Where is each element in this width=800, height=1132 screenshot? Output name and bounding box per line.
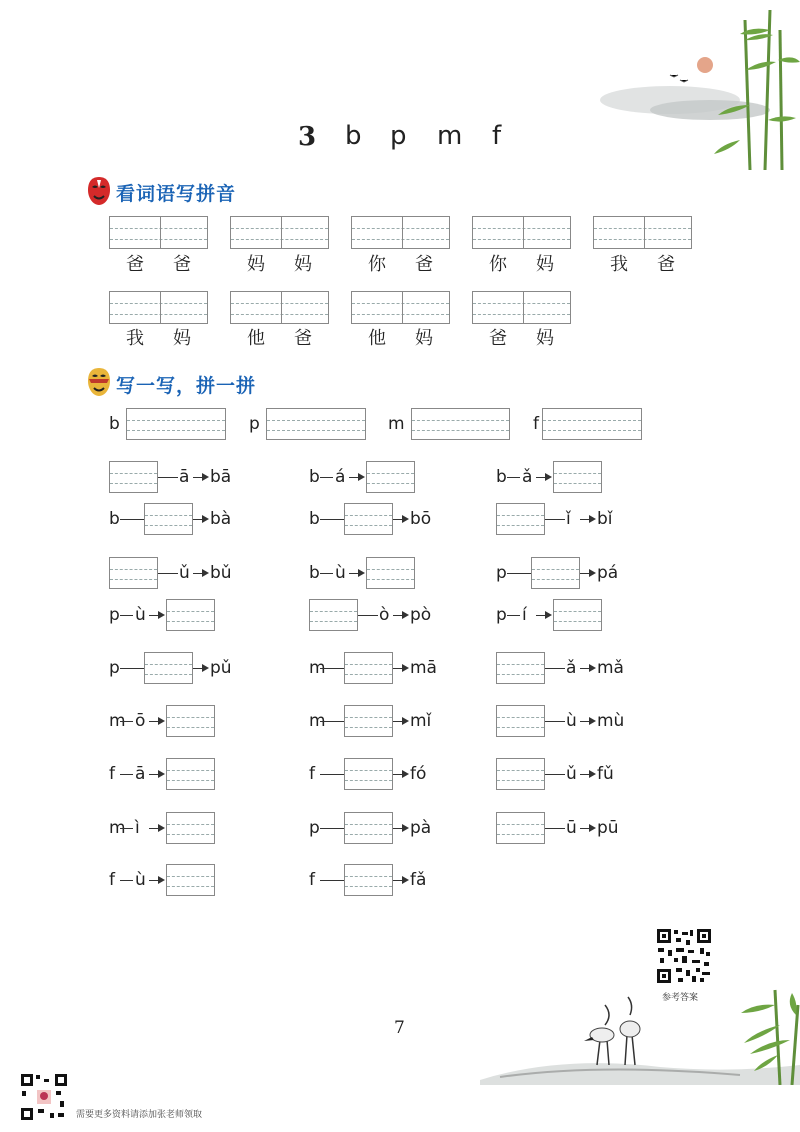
- pinyin-box[interactable]: [109, 291, 208, 324]
- crane-illustration: [480, 985, 800, 1085]
- result-syllable: pǔ: [210, 658, 232, 678]
- guide-line: [345, 727, 392, 728]
- guide-line: [231, 303, 328, 304]
- arrow-icon: [393, 668, 407, 669]
- title-letter: b: [345, 121, 362, 151]
- pinyin-box[interactable]: [109, 216, 208, 249]
- connector-line: [320, 477, 333, 478]
- connector-line: [358, 615, 378, 616]
- pinyin-box[interactable]: [351, 216, 450, 249]
- lesson-number: 3: [298, 122, 317, 152]
- result-syllable: fó: [410, 764, 427, 784]
- letter-write-box[interactable]: [411, 408, 510, 440]
- guide-line: [231, 239, 328, 240]
- arrow-icon: [149, 880, 163, 881]
- vowel-label: ǔ: [179, 563, 190, 583]
- guide-line: [110, 228, 207, 229]
- box-divider: [281, 292, 282, 323]
- connector-line: [120, 721, 133, 722]
- arrow-icon: [149, 774, 163, 775]
- consonant-label: p: [496, 563, 507, 583]
- connector-line: [320, 519, 344, 520]
- section-heading: 写一写，拼一拼: [116, 375, 257, 397]
- guide-line: [167, 727, 214, 728]
- vowel-label: ù: [335, 563, 346, 583]
- connector-line: [545, 774, 565, 775]
- guide-line: [345, 834, 392, 835]
- box-divider: [644, 217, 645, 248]
- vowel-label: í: [522, 605, 527, 625]
- consonant-label: b: [109, 509, 120, 529]
- guide-line: [167, 770, 214, 771]
- answer-box[interactable]: [109, 557, 158, 589]
- guide-line: [412, 420, 509, 421]
- guide-line: [110, 314, 207, 315]
- arrow-icon: [393, 880, 407, 881]
- guide-line: [473, 228, 570, 229]
- word-char: 爸: [489, 328, 507, 349]
- result-syllable: fǔ: [597, 764, 614, 784]
- guide-line: [345, 780, 392, 781]
- answer-box[interactable]: [366, 557, 415, 589]
- answer-box[interactable]: [166, 758, 215, 790]
- arrow-icon: [193, 519, 207, 520]
- vowel-label: ǔ: [566, 764, 577, 784]
- guide-line: [497, 515, 544, 516]
- guide-line: [167, 780, 214, 781]
- connector-line: [545, 828, 565, 829]
- word-char: 妈: [415, 328, 433, 349]
- guide-line: [345, 717, 392, 718]
- arrow-icon: [393, 721, 407, 722]
- arrow-icon: [536, 615, 550, 616]
- guide-line: [352, 239, 449, 240]
- connector-line: [507, 615, 520, 616]
- guide-line: [345, 770, 392, 771]
- guide-line: [497, 770, 544, 771]
- consonant-label: p: [309, 818, 320, 838]
- consonant-label: b: [309, 563, 320, 583]
- consonant-label: m: [309, 711, 326, 731]
- guide-line: [554, 611, 601, 612]
- result-syllable: bǔ: [210, 563, 232, 583]
- result-syllable: mā: [410, 658, 437, 678]
- guide-line: [497, 834, 544, 835]
- bamboo-illustration: [600, 10, 800, 170]
- guide-line: [412, 430, 509, 431]
- arrow-icon: [349, 477, 363, 478]
- guide-line: [345, 824, 392, 825]
- answer-box[interactable]: [166, 599, 215, 631]
- guide-line: [594, 228, 691, 229]
- qr-code: [656, 928, 712, 984]
- guide-line: [110, 303, 207, 304]
- consonant-label: p: [109, 605, 120, 625]
- opera-mask-icon: [86, 367, 112, 397]
- word-char: 爸: [173, 254, 191, 275]
- connector-line: [120, 519, 144, 520]
- guide-line: [167, 824, 214, 825]
- word-char: 妈: [173, 328, 191, 349]
- arrow-icon: [149, 828, 163, 829]
- vowel-label: ū: [566, 818, 577, 838]
- answer-box[interactable]: [553, 599, 602, 631]
- guide-line: [167, 717, 214, 718]
- vowel-label: ǎ: [566, 658, 577, 678]
- guide-line: [167, 876, 214, 877]
- result-syllable: bǐ: [597, 509, 613, 529]
- result-syllable: pò: [410, 605, 432, 625]
- page-number: 7: [394, 1018, 405, 1038]
- title-letter: m: [437, 121, 463, 151]
- vowel-label: ò: [379, 605, 390, 625]
- connector-line: [120, 828, 133, 829]
- arrow-icon: [580, 573, 594, 574]
- guide-line: [352, 314, 449, 315]
- lesson-title: [298, 122, 316, 152]
- result-syllable: pá: [597, 563, 619, 583]
- guide-line: [554, 473, 601, 474]
- word-char: 爸: [126, 254, 144, 275]
- guide-line: [110, 483, 157, 484]
- guide-line: [345, 886, 392, 887]
- answer-box[interactable]: [144, 652, 193, 684]
- arrow-icon: [149, 721, 163, 722]
- guide-line: [352, 303, 449, 304]
- vowel-label: ù: [135, 870, 146, 890]
- connector-line: [507, 573, 531, 574]
- guide-line: [367, 473, 414, 474]
- connector-line: [120, 668, 144, 669]
- vowel-label: ā: [135, 764, 146, 784]
- consonant-label: b: [496, 467, 507, 487]
- result-syllable: mǎ: [597, 658, 624, 678]
- connector-line: [507, 477, 520, 478]
- connector-line: [320, 668, 344, 669]
- connector-line: [120, 615, 133, 616]
- answer-box[interactable]: [496, 652, 545, 684]
- box-divider: [160, 217, 161, 248]
- guide-line: [367, 483, 414, 484]
- result-syllable: mù: [597, 711, 625, 731]
- letter-write-box[interactable]: [266, 408, 366, 440]
- guide-line: [110, 579, 157, 580]
- arrow-icon: [580, 828, 594, 829]
- guide-line: [594, 239, 691, 240]
- guide-line: [345, 515, 392, 516]
- answer-box[interactable]: [531, 557, 580, 589]
- vowel-label: á: [335, 467, 346, 487]
- guide-line: [110, 569, 157, 570]
- guide-line: [543, 430, 641, 431]
- arrow-icon: [393, 828, 407, 829]
- guide-line: [267, 430, 365, 431]
- connector-line: [545, 519, 565, 520]
- answer-box[interactable]: [496, 758, 545, 790]
- answer-box[interactable]: [166, 812, 215, 844]
- arrow-icon: [193, 573, 207, 574]
- guide-line: [497, 727, 544, 728]
- pinyin-box[interactable]: [593, 216, 692, 249]
- guide-line: [554, 483, 601, 484]
- arrow-icon: [393, 519, 407, 520]
- word-char: 妈: [536, 254, 554, 275]
- guide-line: [110, 473, 157, 474]
- arrow-icon: [349, 573, 363, 574]
- connector-line: [120, 880, 133, 881]
- answer-box[interactable]: [166, 705, 215, 737]
- answer-box[interactable]: [496, 705, 545, 737]
- arrow-icon: [393, 615, 407, 616]
- guide-line: [145, 515, 192, 516]
- answer-box[interactable]: [344, 812, 393, 844]
- box-divider: [523, 292, 524, 323]
- guide-line: [310, 611, 357, 612]
- title-letter: p: [390, 121, 407, 151]
- guide-line: [473, 303, 570, 304]
- letter-label: f: [533, 414, 539, 434]
- guide-line: [554, 621, 601, 622]
- guide-line: [267, 420, 365, 421]
- arrow-icon: [580, 774, 594, 775]
- word-char: 妈: [247, 254, 265, 275]
- arrow-icon: [580, 668, 594, 669]
- word-char: 我: [126, 328, 144, 349]
- title-letter: f: [492, 121, 502, 151]
- letter-label: b: [109, 414, 120, 434]
- result-syllable: pà: [410, 818, 432, 838]
- arrow-icon: [536, 477, 550, 478]
- arrow-icon: [393, 774, 407, 775]
- word-char: 你: [489, 254, 507, 275]
- arrow-icon: [580, 519, 594, 520]
- guide-line: [497, 780, 544, 781]
- answer-box[interactable]: [366, 461, 415, 493]
- answer-box[interactable]: [344, 864, 393, 896]
- consonant-label: p: [496, 605, 507, 625]
- vowel-label: ā: [179, 467, 190, 487]
- guide-line: [497, 664, 544, 665]
- guide-line: [127, 430, 225, 431]
- result-syllable: mǐ: [410, 711, 432, 731]
- word-char: 他: [247, 328, 265, 349]
- guide-line: [497, 674, 544, 675]
- guide-line: [145, 674, 192, 675]
- consonant-label: m: [109, 711, 126, 731]
- letter-write-box[interactable]: [542, 408, 642, 440]
- answer-box[interactable]: [144, 503, 193, 535]
- consonant-label: p: [109, 658, 120, 678]
- answer-box[interactable]: [496, 812, 545, 844]
- footer-qr-code: [20, 1073, 68, 1121]
- connector-line: [320, 573, 333, 574]
- consonant-label: f: [109, 764, 115, 784]
- box-divider: [402, 217, 403, 248]
- pinyin-box[interactable]: [472, 216, 571, 249]
- arrow-icon: [193, 477, 207, 478]
- result-syllable: bō: [410, 509, 432, 529]
- pinyin-box[interactable]: [351, 291, 450, 324]
- word-char: 妈: [536, 328, 554, 349]
- guide-line: [497, 525, 544, 526]
- qr-caption: 参考答案: [662, 993, 699, 1003]
- vowel-label: ù: [135, 605, 146, 625]
- guide-line: [345, 664, 392, 665]
- result-syllable: bā: [210, 467, 232, 487]
- guide-line: [167, 886, 214, 887]
- vowel-label: ǐ: [566, 509, 571, 529]
- guide-line: [497, 824, 544, 825]
- guide-line: [473, 239, 570, 240]
- result-syllable: fǎ: [410, 870, 427, 890]
- result-syllable: pū: [597, 818, 619, 838]
- answer-box[interactable]: [496, 503, 545, 535]
- guide-line: [345, 525, 392, 526]
- word-char: 他: [368, 328, 386, 349]
- guide-line: [473, 314, 570, 315]
- word-char: 我: [610, 254, 628, 275]
- pinyin-box[interactable]: [472, 291, 571, 324]
- guide-line: [145, 664, 192, 665]
- guide-line: [145, 525, 192, 526]
- guide-line: [231, 314, 328, 315]
- guide-line: [367, 579, 414, 580]
- pinyin-box[interactable]: [230, 291, 329, 324]
- guide-line: [345, 876, 392, 877]
- footer-note: 需要更多资料请添加张老师领取: [76, 1110, 203, 1120]
- guide-line: [352, 228, 449, 229]
- section-heading: 看词语写拼音: [116, 183, 237, 205]
- consonant-label: b: [309, 467, 320, 487]
- consonant-label: b: [309, 509, 320, 529]
- guide-line: [367, 569, 414, 570]
- answer-box[interactable]: [344, 758, 393, 790]
- vowel-label: ù: [566, 711, 577, 731]
- guide-line: [110, 239, 207, 240]
- guide-line: [231, 228, 328, 229]
- guide-line: [532, 579, 579, 580]
- box-divider: [402, 292, 403, 323]
- answer-box[interactable]: [309, 599, 358, 631]
- vowel-label: ǎ: [522, 467, 533, 487]
- answer-box[interactable]: [344, 705, 393, 737]
- box-divider: [160, 292, 161, 323]
- box-divider: [281, 217, 282, 248]
- answer-box[interactable]: [109, 461, 158, 493]
- guide-line: [127, 420, 225, 421]
- connector-line: [158, 477, 178, 478]
- guide-line: [543, 420, 641, 421]
- box-divider: [523, 217, 524, 248]
- connector-line: [320, 774, 344, 775]
- guide-line: [532, 569, 579, 570]
- arrow-icon: [193, 668, 207, 669]
- guide-line: [345, 674, 392, 675]
- consonant-label: m: [109, 818, 126, 838]
- connector-line: [120, 774, 133, 775]
- word-char: 爸: [415, 254, 433, 275]
- vowel-label: ì: [135, 818, 140, 838]
- arrow-icon: [580, 721, 594, 722]
- consonant-label: f: [309, 870, 315, 890]
- answer-box[interactable]: [553, 461, 602, 493]
- consonant-label: f: [109, 870, 115, 890]
- letter-label: m: [388, 414, 405, 434]
- guide-line: [497, 717, 544, 718]
- consonant-label: m: [309, 658, 326, 678]
- word-char: 爸: [294, 328, 312, 349]
- opera-mask-icon: [86, 176, 112, 206]
- connector-line: [320, 721, 344, 722]
- pinyin-box[interactable]: [230, 216, 329, 249]
- connector-line: [545, 721, 565, 722]
- answer-box[interactable]: [166, 864, 215, 896]
- consonant-label: f: [309, 764, 315, 784]
- guide-line: [167, 834, 214, 835]
- connector-line: [320, 880, 344, 881]
- result-syllable: bà: [210, 509, 232, 529]
- letter-write-box[interactable]: [126, 408, 226, 440]
- guide-line: [310, 621, 357, 622]
- connector-line: [545, 668, 565, 669]
- word-char: 爸: [657, 254, 675, 275]
- guide-line: [167, 611, 214, 612]
- letter-label: p: [249, 414, 260, 434]
- connector-line: [158, 573, 178, 574]
- guide-line: [167, 621, 214, 622]
- word-char: 妈: [294, 254, 312, 275]
- answer-box[interactable]: [344, 503, 393, 535]
- arrow-icon: [149, 615, 163, 616]
- answer-box[interactable]: [344, 652, 393, 684]
- connector-line: [320, 828, 344, 829]
- vowel-label: ō: [135, 711, 146, 731]
- word-char: 你: [368, 254, 386, 275]
